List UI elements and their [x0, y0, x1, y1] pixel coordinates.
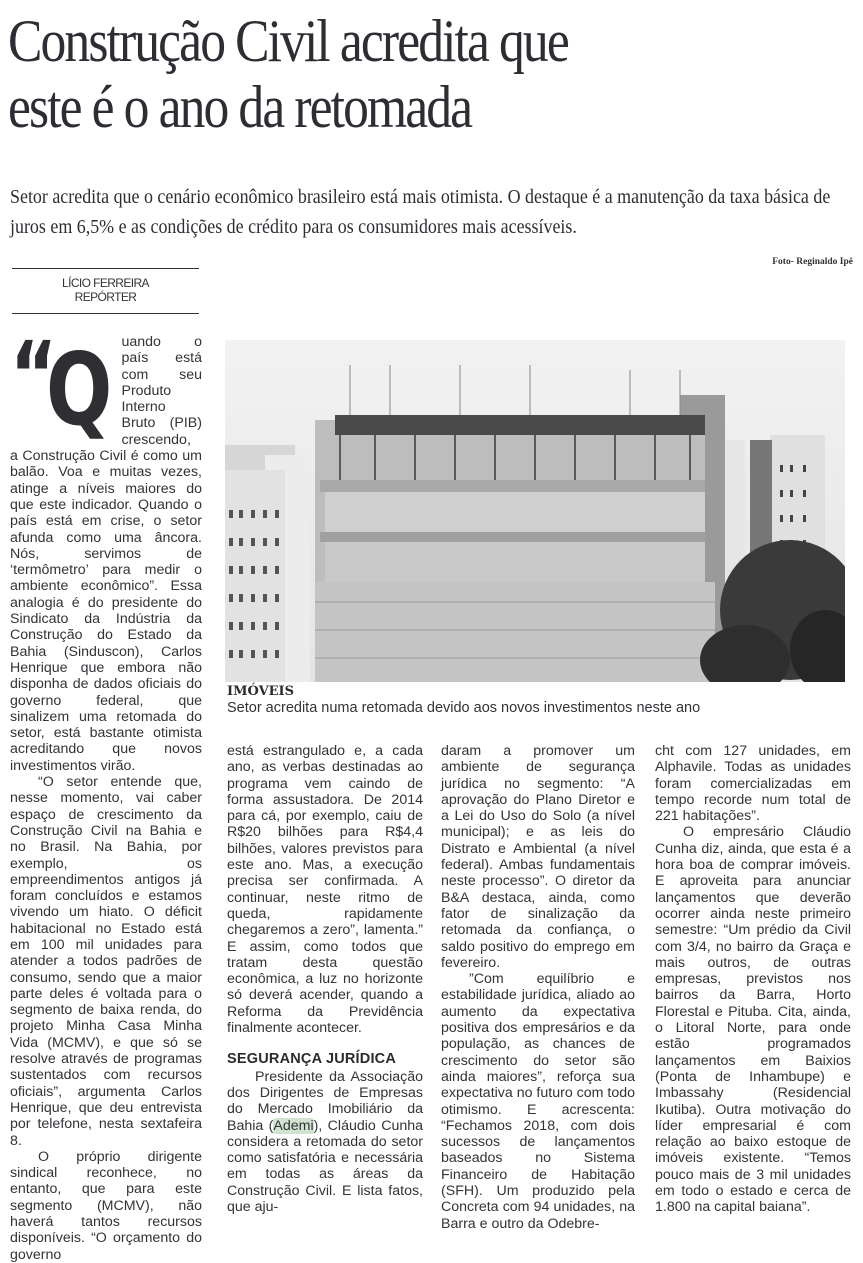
byline-author: LÍCIO FERREIRA: [62, 276, 149, 290]
paragraph-3: O próprio dirigente sindical reconhece, no entanto, que para este segmento (MCMV), não haverá tantos recursos disponíveis. “O orçamento do governo: [10, 1148, 202, 1263]
headline-line-2: este é o ano da retomada: [8, 74, 472, 140]
photo-caption: [227, 684, 847, 717]
paragraph-5-start: Presidente da Associação dos Dirigentes de Empresas do Mercado Imobiliário da Bahia (: [227, 1068, 423, 1134]
drop-cap-letter: Q: [46, 331, 113, 448]
building-under-construction-image: [225, 340, 845, 682]
paragraph-5-middle: ), Cláudio Cunha considera a retomada do setor como satisfatória e necessária em todas as áreas da Construção Civil. E lista fatos, que aju-: [227, 1117, 423, 1216]
paragraph-5: [227, 1069, 423, 1216]
section-heading: SEGURANÇA JURÍDICA: [227, 1051, 397, 1068]
paragraph-7: O empresário Cláudio Cunha diz, ainda, que esta é a hora boa de comprar imóveis. E aproveita para anunciar lançamentos que deverão ocorrer ainda neste primeiro semestre: “Um prédio da Civil com 3/4, no bairro da Graça e mais outros, de outras empresas, previstos nos bairros da Barra, Horto Florestal e Pituba. Cita, ainda, o Litoral Norte, para onde estão programados lançamentos em Baixios (Ponta de Inhambupe) e Imbassahy (Residencial Ikutiba). Outra motivação do líder empresarial é com relação ao baixo estoque de imóveis existente. “Temos pouco mais de 3 mil unidades em todo o estado e cerca de 1.800 na capital baiana”.: [655, 824, 851, 1216]
paragraph-6-continued: cht com 127 unidades, em Alphavile. Todas as unidades foram comercializadas em tempo recorde num total de 221 habitações”.: [655, 743, 851, 825]
byline-role: REPÓRTER: [74, 290, 137, 304]
headline: [8, 8, 739, 140]
construction-photo: [225, 340, 845, 682]
paragraph-4: está estrangulado e, a cada ano, as verbas destinadas ao programa vem caindo de forma assustadora. De 2014 para cá, por exemplo, caiu de R$20 bilhões para R$4,4 bilhões, valores previstos para este ano. Mas, a execução precisa ser confirmada. A continuar, neste ritmo de queda, rapidamente chegaremos a zero”, lamenta.” E assim, como todos que tratam desta questão econômica, a luz no horizonte só deverá acender, quando a Reforma da Previdência finalmente acontecer.: [227, 743, 423, 1037]
headline-line-1: Construção Civil acredita que: [8, 8, 568, 74]
drop-cap: [10, 322, 115, 448]
paragraph-5-continued: daram a promover um ambiente de segurança jurídica no segmento: “A aprovação do Plano Diretor e a Lei do Uso do Solo (a nível municipal); e as leis do Distrato e Ambiental (a nível federal). Ambas fundamentais neste processo”. O diretor da B&A destaca, ainda, como fator de sinalização da retomada da confiança, o saldo positivo do emprego em fevereiro.: [441, 743, 635, 971]
article-column-4: [655, 743, 851, 1216]
article-column-2: [227, 743, 423, 1215]
caption-title: IMÓVEIS: [227, 684, 295, 699]
photo-credit: Foto- Reginaldo Ipê: [772, 257, 853, 267]
article-column-1: [10, 322, 202, 1263]
paragraph-6: ”Com equilíbrio e estabilidade jurídica, aliado ao aumento da expectativa positiva dos empresários e da população, as chances de crescimento do setor são ainda maiores”, reforça sua expectativa no futuro com todo otimismo. E acrescenta: “Fechamos 2018, com dois sucessos de lançamentos baseados no Sistema Financeiro de Habitação (SFH). Um produzido pela Concreta com 94 unidades, na Barra e outro da Odebre-: [441, 971, 636, 1232]
article-column-3: [441, 743, 635, 1232]
caption-text: Setor acredita numa retomada devido aos novos investimentos neste ano: [227, 700, 701, 716]
drop-cap-quote-mark: “: [10, 322, 44, 429]
paragraph-2: “O setor entende que, nesse momento, vai caber espaço de crescimento da Construção Civil na Bahia e no Brasil. Na Bahia, por exemplo, os empreendimentos antigos já foram concluídos e estamos vivendo um hiato. O déficit habitacional no Estado está em 100 mil unidades para atender a todos padrões de consumo, sendo que a maior parte deles é voltada para o segmento de baixa renda, do projeto Minha Casa Minha Vida (MCMV), e que só se resolve através de programas sustentados com recursos oficiais”, argumenta Carlos Henrique, que deu entrevista por telefone, nesta sextafeira 8.: [10, 774, 202, 1149]
paragraph-1: uando o país está com seu Produto Interno Bruto (PIB) crescendo, a Construção Civil é como um balão. Voa e muitas vezes, atinge a níveis maiores do que este indicador. Quando o país está em crise, o setor afunda como uma âncora. Nós, servimos de ‘termômetro’ para medir o ambiente econômico”. Essa analogia é do presidente do Sindicato da Indústria da Construção do Estado da Bahia (Sinduscon), Carlos Henrique que embora não disponha de dados oficiais do governo federal, que sinalizem uma retomada do setor, está bastante otimista acreditando que novos investimentos virão.: [10, 334, 202, 774]
byline: [12, 268, 199, 314]
subheadline: Setor acredita que o cenário econômico brasileiro está mais otimista. O destaque é a manutenção da taxa básica de juros em 6,5% e as condições de crédito para os consumidores mais acessíveis.: [10, 186, 831, 238]
highlighted-term: Ademi: [273, 1117, 314, 1134]
